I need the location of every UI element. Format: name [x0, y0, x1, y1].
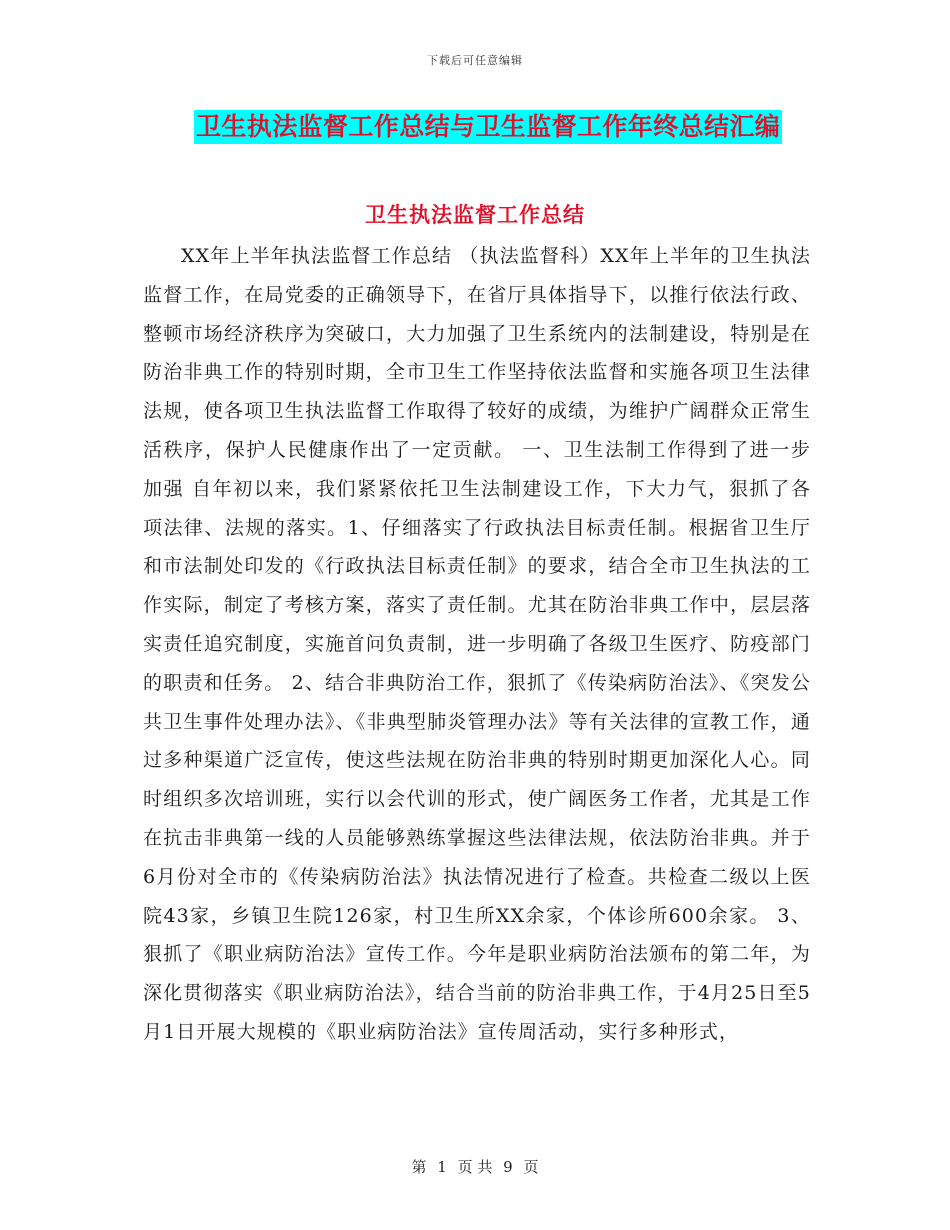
- footer-prefix: 第: [411, 1158, 427, 1176]
- page-footer: [0, 1156, 950, 1177]
- document-main-title: 卫生执法监督工作总结与卫生监督工作年终总结汇编: [194, 110, 782, 144]
- body-paragraph: XX年上半年执法监督工作总结 （执法监督科）XX年上半年的卫生执法监督工作，在局党委的正确领导下，在省厅具体指导下，以推行依法行政、整顿市场经济秩序为突破口，大力加强了卫生系统内的法制建设，特别是在防治非典工作的特别时期，全市卫生工作坚持依法监督和实施各项卫生法律法规，使各项卫生执法监督工作取得了较好的成绩，为维护广阔群众正常生活秩序，保护人民健康作出了一定贡献。 一、卫生法制工作得到了进一步加强 自年初以来，我们紧紧依托卫生法制建设工作，下大力气，狠抓了各项法律、法规的落实。1、仔细落实了行政执法目标责任制。根据省卫生厅和市法制处印发的《行政执法目标责任制》的要求，结合全市卫生执法的工作实际，制定了考核方案，落实了责任制。尤其在防治非典工作中，层层落实责任追究制度，实施首问负责制，进一步明确了各级卫生医疗、防疫部门的职责和任务。 2、结合非典防治工作，狠抓了《传染病防治法》、《突发公共卫生事件处理办法》、《非典型肺炎管理办法》等有关法律的宣教工作，通过多种渠道广泛宣传，使这些法规在防治非典的特别时期更加深化人心。同时组织多次培训班，实行以会代训的形式，使广阔医务工作者，尤其是工作在抗击非典第一线的人员能够熟练掌握这些法律法规，依法防治非典。并于6月份对全市的《传染病防治法》执法情况进行了检查。共检查二级以上医院43家，乡镇卫生院126家，村卫生所XX余家，个体诊所600余家。 3、狠抓了《职业病防治法》宣传工作。今年是职业病防治法颁布的第二年，为深化贯彻落实《职业病防治法》，结合当前的防治非典工作，于4月25日至5月1日开展大规模的《职业病防治法》宣传周活动，实行多种形式，: [143, 245, 811, 1043]
- header-note: 下载后可任意编辑: [427, 54, 523, 67]
- total-page-count: 9: [503, 1158, 513, 1176]
- footer-suffix: 页: [523, 1158, 539, 1176]
- current-page-number: 1: [437, 1158, 447, 1176]
- footer-middle: 页 共: [457, 1158, 493, 1176]
- section-title: 卫生执法监督工作总结: [365, 202, 585, 227]
